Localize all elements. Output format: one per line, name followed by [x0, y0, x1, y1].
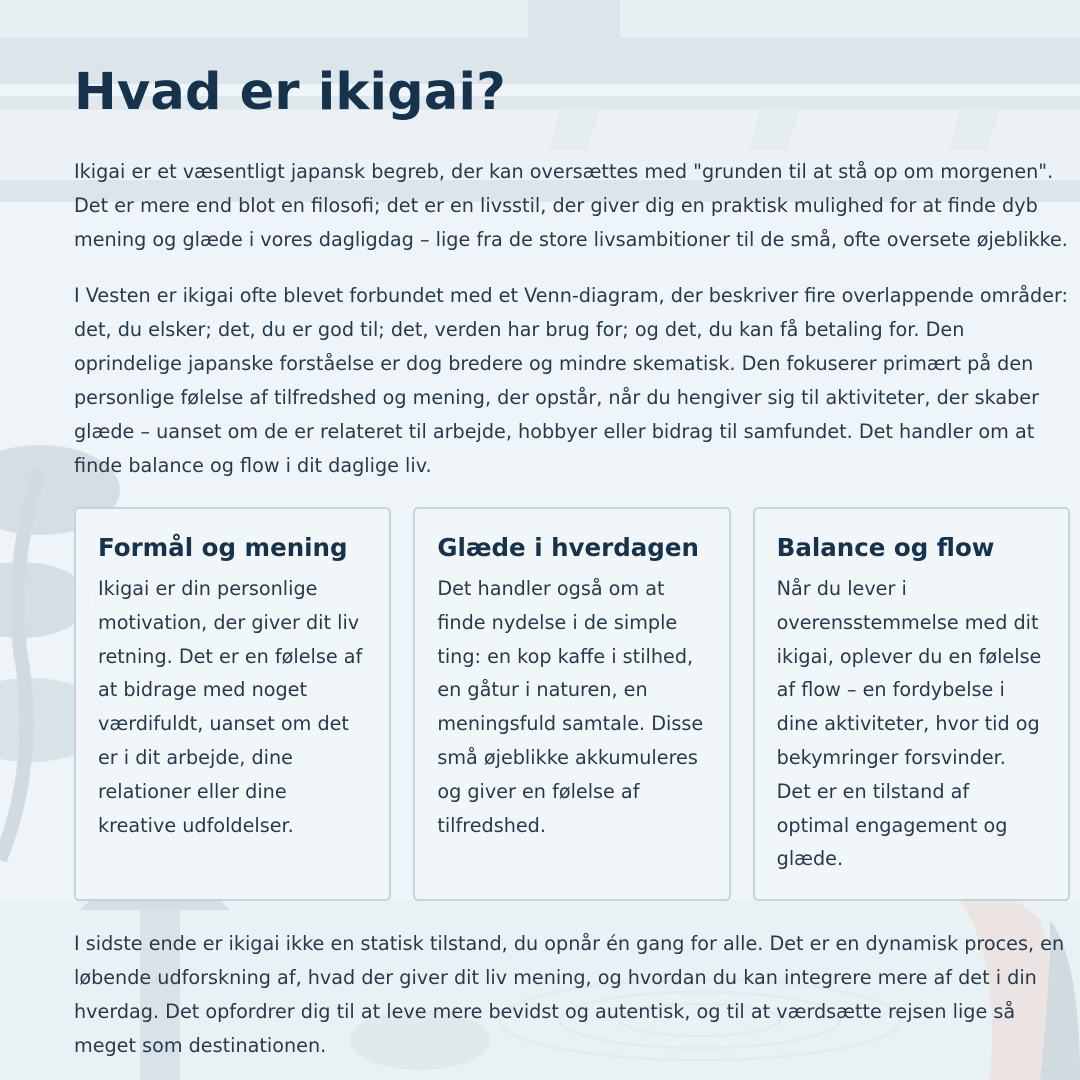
card-purpose [74, 507, 391, 901]
page-title: Hvad er ikigai? [74, 63, 506, 122]
card-joy [413, 507, 730, 901]
card-body: Ikigai er din personlige motivation, der giver dit liv retning. Det er en følelse af at bidrage med noget værdifuldt, uanset om det er i dit arbejde, dine relationer eller dine kreative udfoldelser. [98, 577, 363, 837]
card-body: Det handler også om at finde nydelse i de simple ting: en kop kaffe i stilhed, en gåtur i naturen, en meningsfuld samtale. Disse små øjeblikke akkumuleres og giver en følelse af tilfredshed. [437, 577, 704, 837]
intro-paragraph: Ikigai er et væsentligt japansk begreb, der kan oversættes med "grunden til at stå op om morgenen". Det er mere end blot en filosofi; det er en livsstil, der giver dig en praktisk mulighed for at finde dyb mening og glæde i vores dagligdag – lige fra de store livsambitioner til de små, ofte oversete øjeblikke. [74, 160, 1068, 251]
card-balance [753, 507, 1070, 901]
card-row [74, 507, 1070, 901]
card-body: Når du lever i overensstemmelse med dit ikigai, oplever du en følelse af flow – en fordybelse i dine aktiviteter, hvor tid og bekymringer forsvinder. Det er en tilstand af optimal engagement og glæde. [776, 577, 1042, 871]
card-title: Balance og flow [776, 533, 995, 562]
venn-paragraph: I Vesten er ikigai ofte blevet forbundet med et Venn-diagram, der beskriver fire overlappende områder: det, du elsker; det, du er god til; det, verden har brug for; og det, du kan få betaling for. Den oprindelige japanske forståelse er dog bredere og mindre skematisk. Den fokuserer primært på den personlige følelse af tilfredshed og mening, der opstår, når du hengiver sig til aktiviteter, der skaber glæde – uanset om de er relateret til arbejde, hobbyer eller bidrag til samfundet. Det handler om at finde balance og flow i dit daglige liv. [74, 284, 1069, 477]
card-title: Formål og mening [98, 533, 348, 562]
card-title: Glæde i hverdagen [437, 533, 699, 562]
article [74, 60, 1070, 1063]
closing-paragraph: I sidste ende er ikigai ikke en statisk tilstand, du opnår én gang for alle. Det er en dynamisk proces, en løbende udforskning af, hvad der giver dit liv mening, og hvordan du kan integrere mere af det i din hverdag. Det opfordrer dig til at leve mere bevidst og autentisk, og til at værdsætte rejsen lige så meget som destinationen. [74, 932, 1065, 1057]
